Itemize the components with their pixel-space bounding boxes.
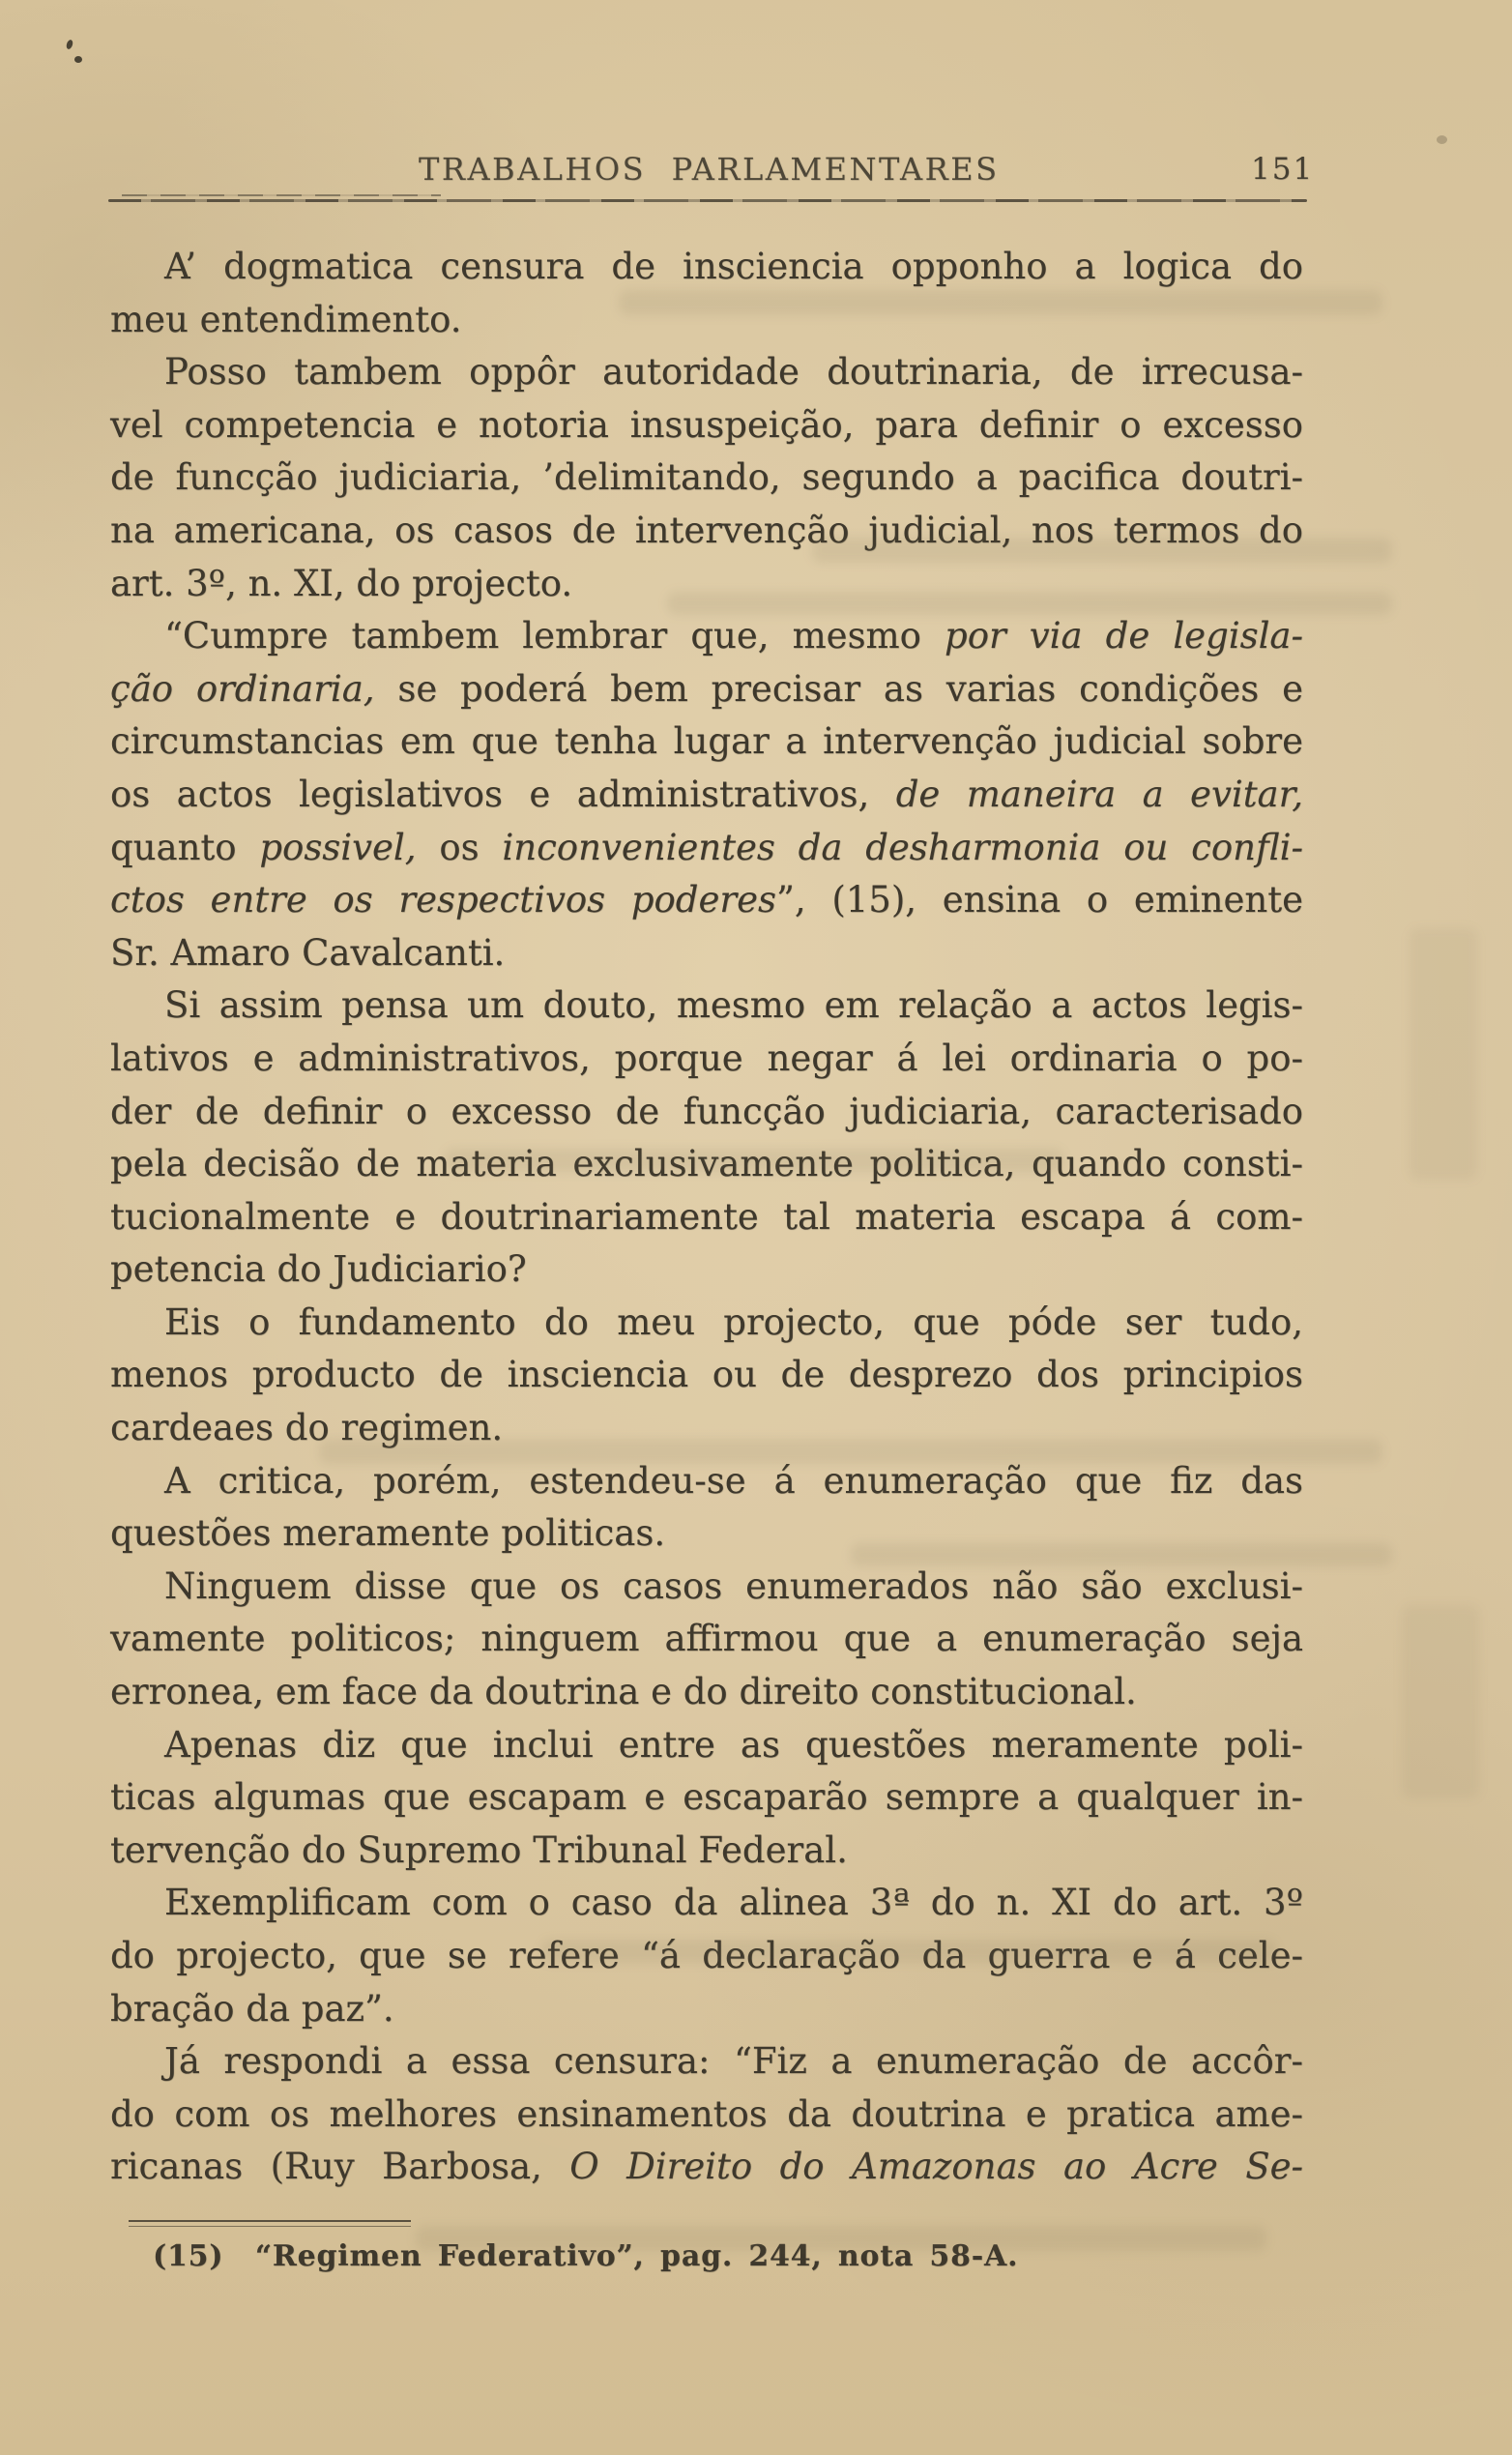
text-line: [110, 1507, 1303, 1561]
text-line: [110, 610, 1303, 663]
text-segment: art. 3º, n. XI, do projecto.: [110, 562, 573, 604]
text-segment: do projecto, que se refere “á declaração da guerra e á cele-: [110, 1935, 1303, 1976]
text-line: [110, 1086, 1303, 1139]
text-segment: de funcção judiciaria, ’delimitando, segundo a pacifica doutri-: [110, 456, 1303, 499]
text-line: [110, 452, 1303, 505]
text-segment: tervenção do Supremo Tribunal Federal.: [110, 1828, 848, 1871]
text-segment: quanto: [110, 826, 260, 868]
text-line: [110, 558, 1303, 611]
text-segment: ricanas (Ruy Barbosa,: [110, 2146, 570, 2188]
text-line: [110, 1243, 1303, 1297]
show-through-smudge: [1402, 1605, 1479, 1798]
text-segment: os actos legislativos e administrativos,: [110, 773, 896, 815]
text-segment: do com os melhores ensinamentos da doutrina e pratica ame-: [110, 2092, 1303, 2135]
text-line: [110, 874, 1303, 927]
italic-text-segment: O Direito do Amazonas ao Acre Se-: [569, 2146, 1303, 2188]
text-segment: “Cumpre tambem lembrar que, mesmo: [164, 615, 945, 658]
text-line: [110, 1719, 1303, 1772]
text-line: [110, 1930, 1303, 1983]
text-segment: bração da paz”.: [110, 1987, 394, 2030]
text-segment: ticas algumas que escapam e escaparão sempre a qualquer in-: [110, 1776, 1303, 1819]
page-body-text: [110, 241, 1303, 2194]
text-line: [110, 346, 1303, 399]
italic-text-segment: por via de legisla-: [945, 615, 1303, 658]
italic-text-segment: inconvenientes da desharmonia ou confli-: [502, 826, 1303, 868]
text-line: [110, 294, 1303, 347]
text-segment: na americana, os casos de intervenção judicial, nos termos do: [110, 509, 1303, 551]
italic-text-segment: possivel,: [259, 826, 417, 868]
text-line: [110, 1613, 1303, 1666]
text-segment: tucionalmente e doutrinariamente tal materia escapa á com-: [110, 1195, 1303, 1238]
footnote: (15) “Regimen Federativo”, pag. 244, nota 58-A.: [153, 2239, 1019, 2273]
italic-text-segment: ctos entre os respectivos poderes: [110, 879, 776, 921]
text-segment: Si assim pensa um douto, mesmo em relação a actos legis-: [164, 984, 1303, 1027]
text-line: [110, 1297, 1303, 1350]
italic-text-segment: ção ordinaria,: [110, 667, 375, 710]
footnote-rule: [129, 2220, 411, 2227]
text-line: [110, 663, 1303, 716]
text-segment: menos producto de insciencia ou de desprezo dos principios: [110, 1354, 1303, 1396]
text-line: [110, 1561, 1303, 1614]
text-segment: A critica, porém, estendeu-se á enumeração que fiz das: [164, 1459, 1303, 1502]
text-segment: erronea, em face da doutrina e do direito constitucional.: [110, 1671, 1137, 1713]
text-line: [110, 822, 1303, 875]
text-line: [110, 1402, 1303, 1455]
italic-text-segment: de maneira a evitar,: [895, 773, 1303, 815]
ink-speck: [1437, 135, 1447, 144]
text-segment: lativos e administrativos, porque negar á lei ordinaria o po-: [110, 1037, 1303, 1079]
ink-speck: [74, 56, 82, 63]
show-through-smudge: [1410, 928, 1477, 1180]
text-line: [110, 927, 1303, 980]
text-line: [110, 1191, 1303, 1244]
text-segment: petencia do Judiciario?: [110, 1248, 527, 1291]
running-header-title: TRABALHOS PARLAMENTARES: [419, 151, 1000, 188]
page-number: 151: [1251, 152, 1315, 187]
text-segment: pela decisão de materia exclusivamente politica, quando consti-: [110, 1143, 1303, 1185]
text-line: [110, 716, 1303, 769]
text-line: [110, 1666, 1303, 1719]
text-segment: Apenas diz que inclui entre as questões meramente poli-: [164, 1723, 1303, 1766]
text-segment: os: [416, 826, 503, 868]
text-line: [110, 1033, 1303, 1086]
text-segment: Já respondi a essa censura: “Fiz a enumeração de accôr-: [164, 2040, 1303, 2083]
text-line: [110, 979, 1303, 1033]
text-line: [110, 1349, 1303, 1402]
text-line: [110, 1138, 1303, 1191]
text-segment: Ninguem disse que os casos enumerados não são exclusi-: [164, 1564, 1303, 1607]
text-line: [110, 2089, 1303, 2142]
text-line: [110, 1455, 1303, 1508]
text-line: [110, 399, 1303, 453]
ink-speck: [66, 39, 74, 49]
text-segment: vel competencia e notoria insuspeição, para definir o excesso: [110, 403, 1303, 446]
text-segment: Posso tambem oppôr autoridade doutrinaria, de irrecusa-: [164, 351, 1303, 394]
text-segment: Sr. Amaro Cavalcanti.: [110, 931, 506, 974]
header-rule: [108, 199, 1307, 202]
text-segment: Exemplificam com o caso da alinea 3ª do n. XI do art. 3º: [164, 1882, 1303, 1924]
text-line: [110, 241, 1303, 294]
text-segment: meu entendimento.: [110, 298, 462, 340]
text-line: [110, 505, 1303, 558]
text-segment: ”, (15), ensina o eminente: [775, 879, 1303, 921]
text-segment: circumstancias em que tenha lugar a intervenção judicial sobre: [110, 720, 1303, 763]
text-segment: cardeaes do regimen.: [110, 1407, 504, 1449]
text-segment: se poderá bem precisar as varias condições e: [374, 667, 1303, 710]
text-segment: vamente politicos; ninguem affirmou que a enumeração seja: [110, 1618, 1303, 1660]
text-line: [110, 1771, 1303, 1825]
text-line: [110, 769, 1303, 822]
text-segment: A’ dogmatica censura de insciencia opponho a logica do: [164, 246, 1303, 287]
text-line: [110, 1983, 1303, 2036]
text-line: [110, 2035, 1303, 2089]
text-segment: der de definir o excesso de funcção judiciaria, caracterisado: [110, 1090, 1303, 1132]
text-line: [110, 2141, 1303, 2194]
text-line: [110, 1825, 1303, 1878]
text-segment: Eis o fundamento do meu projecto, que póde ser tudo,: [164, 1301, 1303, 1343]
text-segment: questões meramente politicas.: [110, 1512, 666, 1555]
text-line: [110, 1877, 1303, 1930]
